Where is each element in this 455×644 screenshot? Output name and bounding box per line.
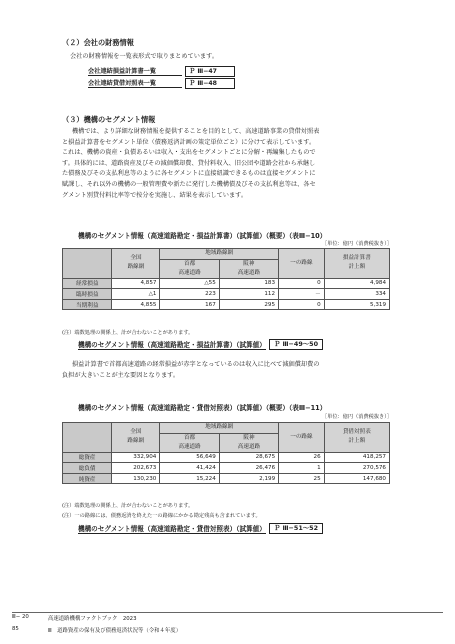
table10-unit: ［単位：億円（消費税抜き）］ [321,241,392,247]
cell: 202,673 [112,463,160,474]
cell: 5,319 [324,299,389,310]
row-label: 総資産 [63,452,112,463]
footer-chapter: Ⅲ 道路資産の保有及び債務返済状況等（令和４年度） [48,628,182,634]
cell: 1 [279,463,324,474]
ref-page-link[interactable]: Ｐ Ⅲ−47 [185,66,235,77]
corner-cell [63,423,112,453]
body-line: と損益計算書をセグメント単位（債務返済計画の策定単位ごと）に分けて表示しています。 [62,138,316,146]
footer-page-number: 85 [12,626,19,632]
ref-row [88,78,235,88]
footer-page-code: Ⅲ− 20 [12,614,29,620]
ref-page-link[interactable]: Ｐ Ⅲ−48 [185,78,235,89]
col-shuto: 首都 高速道路 [160,433,219,452]
ref-label: 機構のセグメント情報（高速道路勘定・貸借対照表）（試算値） [78,525,266,533]
section2-heading: （２）会社の財務情報 [62,38,134,47]
table10-ref [78,339,323,350]
table11-ref [78,523,323,534]
cell: △55 [160,278,219,289]
body-line: これは、機構の資産・負債あるいは収入・支出をセグメントごとに分解・再編集したもので [62,149,316,157]
footer-book-title: 高速道路機構ファクトブック 2023 [48,616,137,622]
cell: 270,576 [324,463,389,474]
body-line: す。具体的には、道路資産及びその減価償却費、貸付料収入、旧公団や道路会社から承継し [62,159,316,167]
cell: 0 [279,299,325,310]
cell: 332,904 [112,452,160,463]
cell: 295 [219,299,278,310]
ref-page-link[interactable]: Ｐ Ⅲ−51〜52 [269,523,323,534]
table-row [63,452,390,463]
col-ichi: 一の路線 [279,249,325,279]
table11-note1: (注）端数処理の関係上、計が合わないことがあります。 [62,503,194,509]
cell: 56,649 [160,452,219,463]
ref-page-link[interactable]: Ｐ Ⅲ−49〜50 [269,339,323,350]
body-line: 賦課し、それ以外の機構の一般管理費や新たに発行した機構債及びその支払利息等は、各セ [62,180,316,188]
cell: 41,424 [160,463,219,474]
cell: 147,680 [324,473,389,484]
ref-label: 会社連結貸借対照表一覧 [88,78,182,88]
corner-cell [63,249,112,279]
cell: 2,199 [219,473,278,484]
section2-intro: 会社の財務情報を一覧表形式で取りまとめています。 [70,53,219,60]
cell: 15,224 [160,473,219,484]
cell: 28,675 [219,452,278,463]
col-hanshin: 阪神 高速道路 [219,259,278,278]
cell: 167 [160,299,219,310]
cell: 26,476 [219,463,278,474]
col-area-group: 地域路線網 [160,423,279,434]
table11 [62,422,390,484]
cell: 25 [279,473,324,484]
cell: 26 [279,452,324,463]
cell: 4,855 [112,299,160,310]
cell: － [279,289,325,300]
footer-rule [12,612,443,613]
row-label: 当期利益 [63,299,112,310]
section3-body [62,127,402,201]
section2-refs [88,66,235,88]
cell: 4,857 [112,278,160,289]
col-shuto: 首都 高速道路 [160,259,219,278]
col-national: 全国 路線網 [112,249,160,279]
table11-unit: ［単位：億円（消費税抜き）］ [321,414,392,420]
table-row [63,289,390,300]
col-total: 貸借対照表 計上額 [324,423,389,453]
body-line: 機構では、より詳細な財務情報を提供することを目的として、高速道路事業の貸借対照表 [72,128,320,135]
table10 [62,248,390,310]
cell: 4,984 [324,278,389,289]
table11-note2: (注）一の路線には、債務返済を終えた一の路線にかかる勘定残高も含まれています。 [62,513,261,519]
col-total: 損益計算書 計上額 [324,249,389,279]
cell: 223 [160,289,219,300]
cell: 0 [279,278,325,289]
table11-title: 機構のセグメント情報（高速道路勘定・貸借対照表）（試算値）（概要）（表Ⅲ−11） [78,404,327,412]
table10-title: 機構のセグメント情報（高速道路勘定・損益計算書）（試算値）（概要）（表Ⅲ−10） [78,232,327,240]
table-row [63,299,390,310]
col-area-group: 地域路線網 [160,249,279,260]
body-line: グメント別貸付料比率等で按分を実施し、結果を表示しています。 [62,191,248,199]
row-label: 経常損益 [63,278,112,289]
body-line: た債務及びその支払利息等のように各セグメントに直接紐識できるものは直接セグメントに [62,170,316,178]
middle-paragraph [62,360,402,381]
section3-heading: （３）機構のセグメント情報 [62,115,156,124]
ref-row [88,66,235,76]
col-hanshin: 阪神 高速道路 [219,433,278,452]
row-label: 純資産 [63,473,112,484]
cell: 334 [324,289,389,300]
table-row [63,278,390,289]
table10-note: (注）端数処理の関係上、計が合わないことがあります。 [62,330,194,336]
ref-label: 会社連結損益計算書一覧 [88,66,182,76]
col-ichi: 一の路線 [279,423,324,453]
table-row [63,463,390,474]
table-row [63,473,390,484]
cell: △1 [112,289,160,300]
ref-label: 機構のセグメント情報（高速道路勘定・損益計算書）（試算値） [78,341,266,349]
cell: 418,257 [324,452,389,463]
row-label: 総負債 [63,463,112,474]
body-line: 損益計算書で首都高速道路の経常損益が赤字となっているのは収入に比べて減価償却費の [72,361,320,368]
row-label: 臨時損益 [63,289,112,300]
body-line: 負担が大きいことが主な要因となります。 [62,371,180,379]
cell: 112 [219,289,278,300]
col-national: 全国 路線網 [112,423,160,453]
cell: 183 [219,278,278,289]
cell: 130,230 [112,473,160,484]
